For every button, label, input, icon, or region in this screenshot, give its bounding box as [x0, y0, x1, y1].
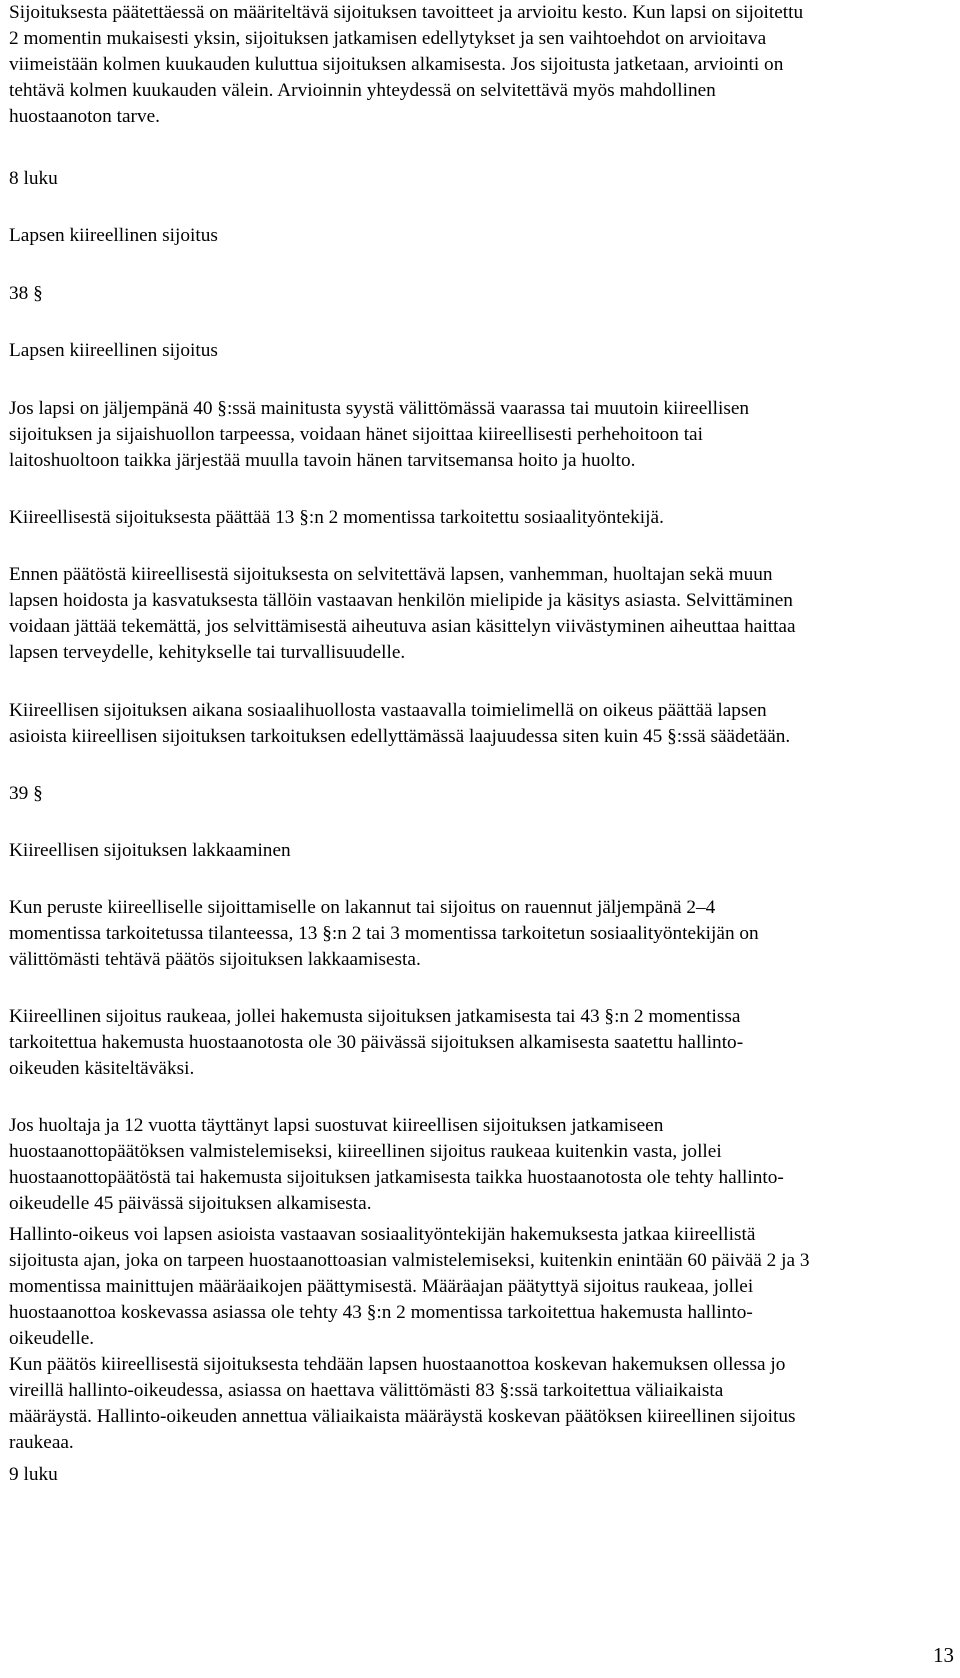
paragraph	[9, 396, 749, 474]
text-line: huostaanottopäätöksen valmistelemiseksi, kiireellinen sijoitus raukeaa kuitenkin vasta, jollei	[9, 1141, 722, 1162]
chapter-heading: 9 luku	[9, 1464, 58, 1485]
text-line: viimeistään kolmen kuukauden kuluttua sijoituksen alkamisesta. Jos sijoitusta jatketaan, arviointi on	[9, 54, 784, 75]
paragraph	[9, 562, 796, 666]
text-line: Ennen päätöstä kiireellisestä sijoituksesta on selvitettävä lapsen, vanhemman, huoltajan sekä muun	[9, 564, 773, 585]
text-line: huostaanottoa koskevassa asiassa ole tehty 43 §:n 2 momentissa tarkoitettua hakemusta hallinto-	[9, 1302, 753, 1323]
section-number: 39 §	[9, 783, 43, 804]
section-title: Kiireellisen sijoituksen lakkaaminen	[9, 840, 291, 861]
paragraph	[9, 698, 790, 750]
text-line: asioista kiireellisen sijoituksen tarkoituksen edellyttämässä laajuudessa siten kuin 45 §:ssä säädetään.	[9, 726, 791, 747]
text-line: sijoitusta ajan, joka on tarpeen huostaanottoasian valmistelemiseksi, kuitenkin enintään 60 päivää 2 ja 3	[9, 1250, 810, 1271]
paragraph	[9, 1222, 810, 1352]
text-line: Kun peruste kiireelliselle sijoittamiselle on lakannut tai sijoitus on rauennut jäljempänä 2–4	[9, 897, 716, 918]
text-line: määräystä. Hallinto-oikeuden annettua väliaikaista määräystä koskevan päätöksen kiireellinen sijoitus	[9, 1406, 796, 1427]
text-line: momentissa mainittujen määräaikojen päättymisestä. Määräajan päätyttyä sijoitus raukeaa, jollei	[9, 1276, 754, 1297]
text-line: raukeaa.	[9, 1432, 74, 1453]
paragraph-intro	[9, 0, 803, 130]
text-line: Jos huoltaja ja 12 vuotta täyttänyt lapsi suostuvat kiireellisen sijoituksen jatkamiseen	[9, 1115, 664, 1136]
text-line: vireillä hallinto-oikeudessa, asiassa on haettava välittömästi 83 §:ssä tarkoitettua väliaikaista	[9, 1380, 724, 1401]
paragraph	[9, 1352, 796, 1456]
text-line: Sijoituksesta päätettäessä on määriteltävä sijoituksen tavoitteet ja arvioitu kesto. Kun lapsi on sijoitettu	[9, 2, 804, 23]
text-line: voidaan jättää tekemättä, jos selvittämisestä aiheutuva asian käsittelyn viivästyminen aiheuttaa haittaa	[9, 616, 796, 637]
paragraph	[9, 895, 759, 973]
text-line: tarkoitettua hakemusta huostaanotosta ole 30 päivässä sijoituksen alkamisesta saatettu hallinto-	[9, 1032, 744, 1053]
section-title: Lapsen kiireellinen sijoitus	[9, 340, 218, 361]
text-line: huostaanoton tarve.	[9, 106, 160, 127]
section-number: 38 §	[9, 283, 43, 304]
text-line: Hallinto-oikeus voi lapsen asioista vastaavan sosiaalityöntekijän hakemuksesta jatkaa kiireellistä	[9, 1224, 756, 1245]
page-number: 13	[933, 1643, 954, 1667]
text-line: tehtävä kolmen kuukauden välein. Arvioinnin yhteydessä on selvitettävä myös mahdollinen	[9, 80, 716, 101]
text-line: sijoituksen ja sijaishuollon tarpeessa, voidaan hänet sijoittaa kiireellisesti perhehoitoon tai	[9, 424, 703, 445]
text-line: oikeuden käsiteltäväksi.	[9, 1058, 195, 1079]
text-line: Jos lapsi on jäljempänä 40 §:ssä mainitusta syystä välittömässä vaarassa tai muutoin kiireellisen	[9, 398, 750, 419]
text-line: Kun päätös kiireellisestä sijoituksesta tehdään lapsen huostaanottoa koskevan hakemuksen ollessa jo	[9, 1354, 786, 1375]
text-line: välittömästi tehtävä päätös sijoituksen lakkaamisesta.	[9, 949, 421, 970]
text-line: huostaanottopäätöstä tai hakemusta sijoituksen jatkamisesta taikka huostaanotosta ole tehty hallinto-	[9, 1167, 784, 1188]
text-line: Kiireellisestä sijoituksesta päättää 13 §:n 2 momentissa tarkoitettu sosiaalityöntekijä.	[9, 507, 664, 528]
text-line: oikeudelle.	[9, 1328, 95, 1349]
paragraph	[9, 505, 664, 531]
text-line: Kiireellisen sijoituksen aikana sosiaalihuollosta vastaavalla toimielimellä on oikeus päättää lapsen	[9, 700, 767, 721]
paragraph	[9, 1113, 784, 1217]
paragraph	[9, 1004, 743, 1082]
text-line: lapsen hoidosta ja kasvatuksesta tällöin vastaavan henkilön mielipide ja käsitys asiasta. Selvittäminen	[9, 590, 793, 611]
text-line: oikeudelle 45 päivässä sijoituksen alkamisesta.	[9, 1193, 372, 1214]
chapter-heading: 8 luku	[9, 168, 58, 189]
text-line: momentissa tarkoitetussa tilanteessa, 13 §:n 2 tai 3 momentissa tarkoitetun sosiaalityöntekijän on	[9, 923, 759, 944]
text-line: lapsen terveydelle, kehitykselle tai turvallisuudelle.	[9, 642, 406, 663]
chapter-title: Lapsen kiireellinen sijoitus	[9, 225, 218, 246]
text-line: laitoshuoltoon taikka järjestää muulla tavoin hänen tarvitsemansa hoito ja huolto.	[9, 450, 636, 471]
text-line: 2 momentin mukaisesti yksin, sijoituksen jatkamisen edellytykset ja sen vaihtoehdot on arvioitava	[9, 28, 767, 49]
text-line: Kiireellinen sijoitus raukeaa, jollei hakemusta sijoituksen jatkamisesta tai 43 §:n 2 momentissa	[9, 1006, 741, 1027]
